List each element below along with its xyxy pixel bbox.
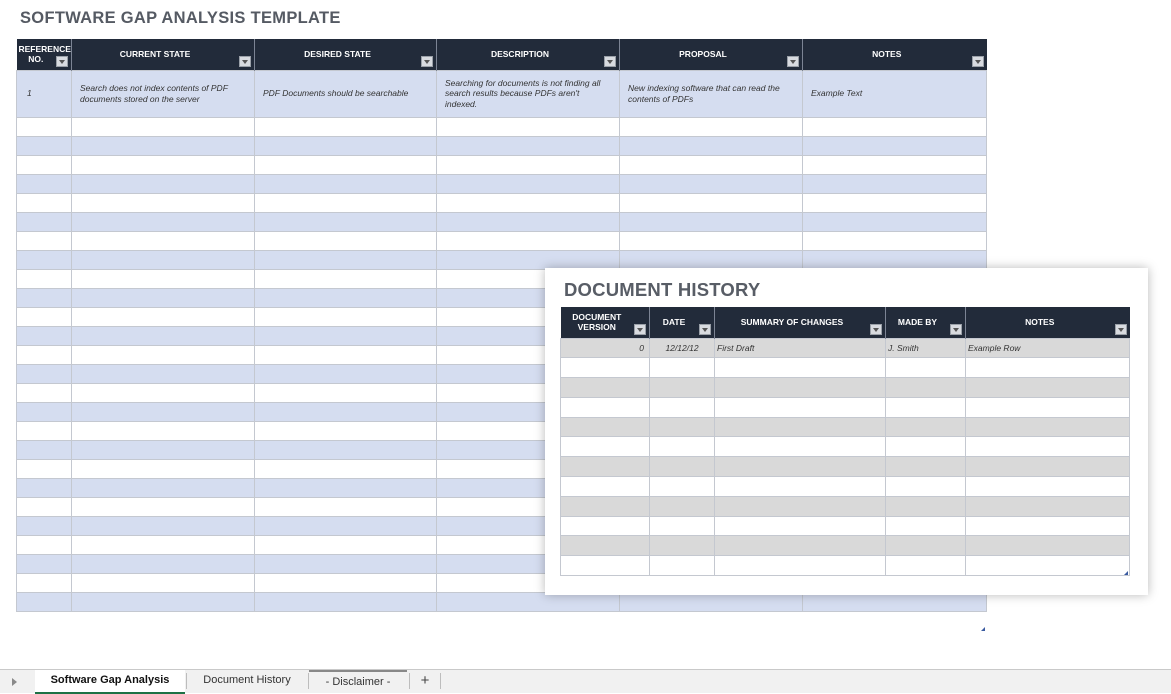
empty-cell[interactable]	[17, 364, 72, 383]
empty-cell[interactable]	[620, 231, 803, 250]
table-row	[561, 358, 1130, 378]
page-title: SOFTWARE GAP ANALYSIS TEMPLATE	[20, 9, 341, 27]
empty-cell[interactable]	[17, 535, 72, 554]
empty-cell[interactable]	[72, 592, 255, 611]
cell-desired-state[interactable]: PDF Documents should be searchable	[255, 70, 437, 117]
table-row	[561, 556, 1130, 576]
empty-cell[interactable]	[437, 136, 620, 155]
filter-dropdown-icon[interactable]	[634, 324, 646, 335]
empty-cell[interactable]	[17, 516, 72, 535]
scroll-tabs-icon[interactable]	[12, 678, 17, 686]
cell-current-state[interactable]: Search does not index contents of PDF documents stored on the server	[72, 70, 255, 117]
empty-cell[interactable]	[72, 459, 255, 478]
table-row	[561, 496, 1130, 516]
empty-cell[interactable]	[886, 417, 966, 437]
empty-cell[interactable]	[255, 117, 437, 136]
empty-cell[interactable]	[715, 358, 886, 378]
empty-cell[interactable]	[255, 440, 437, 459]
table-row	[17, 155, 987, 174]
empty-cell[interactable]	[650, 378, 715, 398]
filter-dropdown-icon[interactable]	[239, 56, 251, 67]
table-row	[17, 212, 987, 231]
empty-cell[interactable]	[255, 497, 437, 516]
empty-cell[interactable]	[255, 193, 437, 212]
filter-dropdown-icon[interactable]	[421, 56, 433, 67]
empty-cell[interactable]	[72, 193, 255, 212]
empty-cell[interactable]	[966, 358, 1130, 378]
empty-cell[interactable]	[17, 326, 72, 345]
filter-dropdown-icon[interactable]	[870, 324, 882, 335]
empty-cell[interactable]	[803, 155, 987, 174]
header-reference-no[interactable]: REFERENCE NO.	[17, 39, 72, 70]
empty-cell[interactable]	[561, 477, 650, 497]
cell-date[interactable]: 12/12/12	[650, 338, 715, 358]
empty-cell[interactable]	[886, 397, 966, 417]
table-row	[561, 477, 1130, 497]
empty-cell[interactable]	[255, 383, 437, 402]
empty-cell[interactable]	[715, 378, 886, 398]
table-resize-handle[interactable]	[981, 627, 985, 631]
empty-cell[interactable]	[715, 516, 886, 536]
empty-cell[interactable]	[255, 364, 437, 383]
empty-cell[interactable]	[966, 496, 1130, 516]
empty-cell[interactable]	[72, 307, 255, 326]
empty-cell[interactable]	[17, 573, 72, 592]
empty-cell[interactable]	[72, 402, 255, 421]
empty-cell[interactable]	[437, 155, 620, 174]
empty-cell[interactable]	[17, 402, 72, 421]
empty-cell[interactable]	[966, 536, 1130, 556]
empty-cell[interactable]	[255, 250, 437, 269]
empty-cell[interactable]	[437, 212, 620, 231]
header-made-by[interactable]: MADE BY	[886, 307, 966, 338]
empty-cell[interactable]	[255, 174, 437, 193]
empty-cell[interactable]	[72, 421, 255, 440]
empty-cell[interactable]	[72, 326, 255, 345]
header-summary-of-changes[interactable]: SUMMARY OF CHANGES	[715, 307, 886, 338]
empty-cell[interactable]	[72, 136, 255, 155]
cell-summary-of-changes[interactable]: First Draft	[715, 338, 886, 358]
filter-dropdown-icon[interactable]	[699, 324, 711, 335]
empty-cell[interactable]	[886, 378, 966, 398]
empty-cell[interactable]	[650, 496, 715, 516]
empty-cell[interactable]	[966, 556, 1130, 576]
cell-history-notes[interactable]: Example Row	[966, 338, 1130, 358]
empty-cell[interactable]	[17, 155, 72, 174]
empty-cell[interactable]	[17, 421, 72, 440]
table-row	[17, 193, 987, 212]
empty-cell[interactable]	[715, 437, 886, 457]
header-date[interactable]: DATE	[650, 307, 715, 338]
add-sheet-button[interactable]: +	[420, 672, 430, 689]
tab-disclaimer[interactable]: - Disclaimer -	[309, 670, 407, 694]
empty-cell[interactable]	[72, 516, 255, 535]
empty-cell[interactable]	[886, 437, 966, 457]
empty-cell[interactable]	[715, 397, 886, 417]
header-current-state[interactable]: CURRENT STATE	[72, 39, 255, 70]
table-row	[561, 457, 1130, 477]
header-proposal[interactable]: PROPOSAL	[620, 39, 803, 70]
empty-cell[interactable]	[255, 307, 437, 326]
empty-cell[interactable]	[17, 117, 72, 136]
empty-cell[interactable]	[966, 397, 1130, 417]
empty-cell[interactable]	[715, 496, 886, 516]
table-row	[17, 250, 987, 269]
empty-cell[interactable]	[255, 535, 437, 554]
empty-cell[interactable]	[620, 250, 803, 269]
empty-cell[interactable]	[255, 345, 437, 364]
empty-cell[interactable]	[437, 250, 620, 269]
tab-document-history[interactable]: Document History	[203, 674, 291, 686]
empty-cell[interactable]	[620, 212, 803, 231]
empty-cell[interactable]	[72, 383, 255, 402]
empty-cell[interactable]	[72, 269, 255, 288]
empty-cell[interactable]	[561, 457, 650, 477]
empty-cell[interactable]	[803, 136, 987, 155]
history-title: DOCUMENT HISTORY	[564, 279, 761, 300]
empty-cell[interactable]	[715, 556, 886, 576]
tab-divider	[409, 673, 410, 689]
empty-cell[interactable]	[886, 477, 966, 497]
empty-cell[interactable]	[966, 477, 1130, 497]
empty-cell[interactable]	[72, 535, 255, 554]
table-row	[561, 516, 1130, 536]
empty-cell[interactable]	[255, 554, 437, 573]
empty-cell[interactable]	[72, 478, 255, 497]
empty-cell[interactable]	[255, 402, 437, 421]
empty-cell[interactable]	[886, 457, 966, 477]
empty-cell[interactable]	[561, 437, 650, 457]
empty-cell[interactable]	[255, 326, 437, 345]
empty-cell[interactable]	[255, 421, 437, 440]
empty-cell[interactable]	[255, 573, 437, 592]
empty-cell[interactable]	[255, 231, 437, 250]
table-row	[17, 231, 987, 250]
cell-document-version[interactable]: 0	[561, 338, 650, 358]
table-row	[561, 378, 1130, 398]
empty-cell[interactable]	[650, 457, 715, 477]
document-history-panel	[545, 268, 1148, 595]
empty-cell[interactable]	[72, 440, 255, 459]
empty-cell[interactable]	[715, 457, 886, 477]
empty-cell[interactable]	[17, 459, 72, 478]
empty-cell[interactable]	[715, 536, 886, 556]
empty-cell[interactable]	[72, 364, 255, 383]
empty-cell[interactable]	[255, 478, 437, 497]
empty-cell[interactable]	[437, 193, 620, 212]
empty-cell[interactable]	[886, 556, 966, 576]
empty-cell[interactable]	[620, 136, 803, 155]
empty-cell[interactable]	[561, 556, 650, 576]
empty-cell[interactable]	[620, 174, 803, 193]
filter-dropdown-icon[interactable]	[56, 56, 68, 67]
empty-cell[interactable]	[561, 536, 650, 556]
empty-cell[interactable]	[17, 383, 72, 402]
history-resize-handle[interactable]	[1124, 571, 1128, 575]
empty-cell[interactable]	[72, 288, 255, 307]
table-row	[561, 338, 1130, 358]
table-row	[561, 536, 1130, 556]
empty-cell[interactable]	[966, 378, 1130, 398]
empty-cell[interactable]	[255, 592, 437, 611]
empty-cell[interactable]	[650, 516, 715, 536]
empty-cell[interactable]	[966, 516, 1130, 536]
empty-cell[interactable]	[715, 477, 886, 497]
header-description[interactable]: DESCRIPTION	[437, 39, 620, 70]
empty-cell[interactable]	[650, 417, 715, 437]
sheet-tab-bar	[0, 669, 1171, 693]
empty-cell[interactable]	[803, 193, 987, 212]
empty-cell[interactable]	[803, 117, 987, 136]
empty-cell[interactable]	[17, 554, 72, 573]
empty-cell[interactable]	[17, 174, 72, 193]
header-notes[interactable]: NOTES	[803, 39, 987, 70]
cell-notes[interactable]: Example Text	[803, 70, 987, 117]
document-history-table	[560, 307, 1130, 576]
empty-cell[interactable]	[886, 536, 966, 556]
empty-cell[interactable]	[72, 345, 255, 364]
empty-cell[interactable]	[715, 417, 886, 437]
empty-cell[interactable]	[17, 478, 72, 497]
empty-cell[interactable]	[17, 193, 72, 212]
empty-cell[interactable]	[650, 397, 715, 417]
empty-cell[interactable]	[561, 496, 650, 516]
empty-cell[interactable]	[561, 516, 650, 536]
tab-divider	[440, 673, 441, 689]
empty-cell[interactable]	[255, 459, 437, 478]
table-row	[17, 70, 987, 117]
empty-cell[interactable]	[561, 417, 650, 437]
cell-proposal[interactable]: New indexing software that can read the contents of PDFs	[620, 70, 803, 117]
empty-cell[interactable]	[17, 231, 72, 250]
empty-cell[interactable]	[803, 231, 987, 250]
empty-cell[interactable]	[255, 269, 437, 288]
empty-cell[interactable]	[803, 212, 987, 231]
filter-dropdown-icon[interactable]	[787, 56, 799, 67]
empty-cell[interactable]	[17, 250, 72, 269]
empty-cell[interactable]	[561, 378, 650, 398]
empty-cell[interactable]	[886, 496, 966, 516]
header-desired-state[interactable]: DESIRED STATE	[255, 39, 437, 70]
filter-dropdown-icon[interactable]	[972, 56, 984, 67]
empty-cell[interactable]	[17, 136, 72, 155]
empty-cell[interactable]	[620, 117, 803, 136]
empty-cell[interactable]	[17, 212, 72, 231]
empty-cell[interactable]	[17, 288, 72, 307]
table-row	[561, 437, 1130, 457]
empty-cell[interactable]	[72, 250, 255, 269]
empty-cell[interactable]	[72, 117, 255, 136]
empty-cell[interactable]	[255, 288, 437, 307]
empty-cell[interactable]	[72, 554, 255, 573]
empty-cell[interactable]	[437, 117, 620, 136]
empty-cell[interactable]	[255, 212, 437, 231]
empty-cell[interactable]	[966, 417, 1130, 437]
empty-cell[interactable]	[966, 437, 1130, 457]
empty-cell[interactable]	[620, 193, 803, 212]
empty-cell[interactable]	[650, 536, 715, 556]
empty-cell[interactable]	[650, 556, 715, 576]
empty-cell[interactable]	[255, 516, 437, 535]
empty-cell[interactable]	[72, 212, 255, 231]
empty-cell[interactable]	[561, 358, 650, 378]
empty-cell[interactable]	[17, 592, 72, 611]
filter-dropdown-icon[interactable]	[950, 324, 962, 335]
empty-cell[interactable]	[17, 269, 72, 288]
empty-cell[interactable]	[886, 358, 966, 378]
empty-cell[interactable]	[255, 155, 437, 174]
filter-dropdown-icon[interactable]	[604, 56, 616, 67]
empty-cell[interactable]	[650, 477, 715, 497]
empty-cell[interactable]	[803, 174, 987, 193]
empty-cell[interactable]	[650, 437, 715, 457]
table-row	[17, 174, 987, 193]
empty-cell[interactable]	[72, 174, 255, 193]
empty-cell[interactable]	[620, 155, 803, 174]
empty-cell[interactable]	[966, 457, 1130, 477]
empty-cell[interactable]	[17, 307, 72, 326]
table-row	[561, 397, 1130, 417]
cell-made-by[interactable]: J. Smith	[886, 338, 966, 358]
empty-cell[interactable]	[17, 497, 72, 516]
empty-cell[interactable]	[72, 497, 255, 516]
empty-cell[interactable]	[561, 397, 650, 417]
empty-cell[interactable]	[72, 155, 255, 174]
filter-dropdown-icon[interactable]	[1115, 324, 1127, 335]
empty-cell[interactable]	[17, 440, 72, 459]
empty-cell[interactable]	[886, 516, 966, 536]
header-document-version[interactable]: DOCUMENT VERSION	[561, 307, 650, 338]
cell-description[interactable]: Searching for documents is not finding all search results because PDFs aren't indexed.	[437, 70, 620, 117]
empty-cell[interactable]	[72, 573, 255, 592]
empty-cell[interactable]	[17, 345, 72, 364]
table-row	[17, 117, 987, 136]
table-row	[17, 136, 987, 155]
empty-cell[interactable]	[437, 174, 620, 193]
table-row	[561, 417, 1130, 437]
empty-cell[interactable]	[72, 231, 255, 250]
empty-cell[interactable]	[650, 358, 715, 378]
empty-cell[interactable]	[803, 250, 987, 269]
header-history-notes[interactable]: NOTES	[966, 307, 1130, 338]
cell-reference-no[interactable]: 1	[17, 70, 72, 117]
empty-cell[interactable]	[255, 136, 437, 155]
tab-software-gap-analysis[interactable]: Software Gap Analysis	[35, 670, 185, 694]
empty-cell[interactable]	[437, 231, 620, 250]
